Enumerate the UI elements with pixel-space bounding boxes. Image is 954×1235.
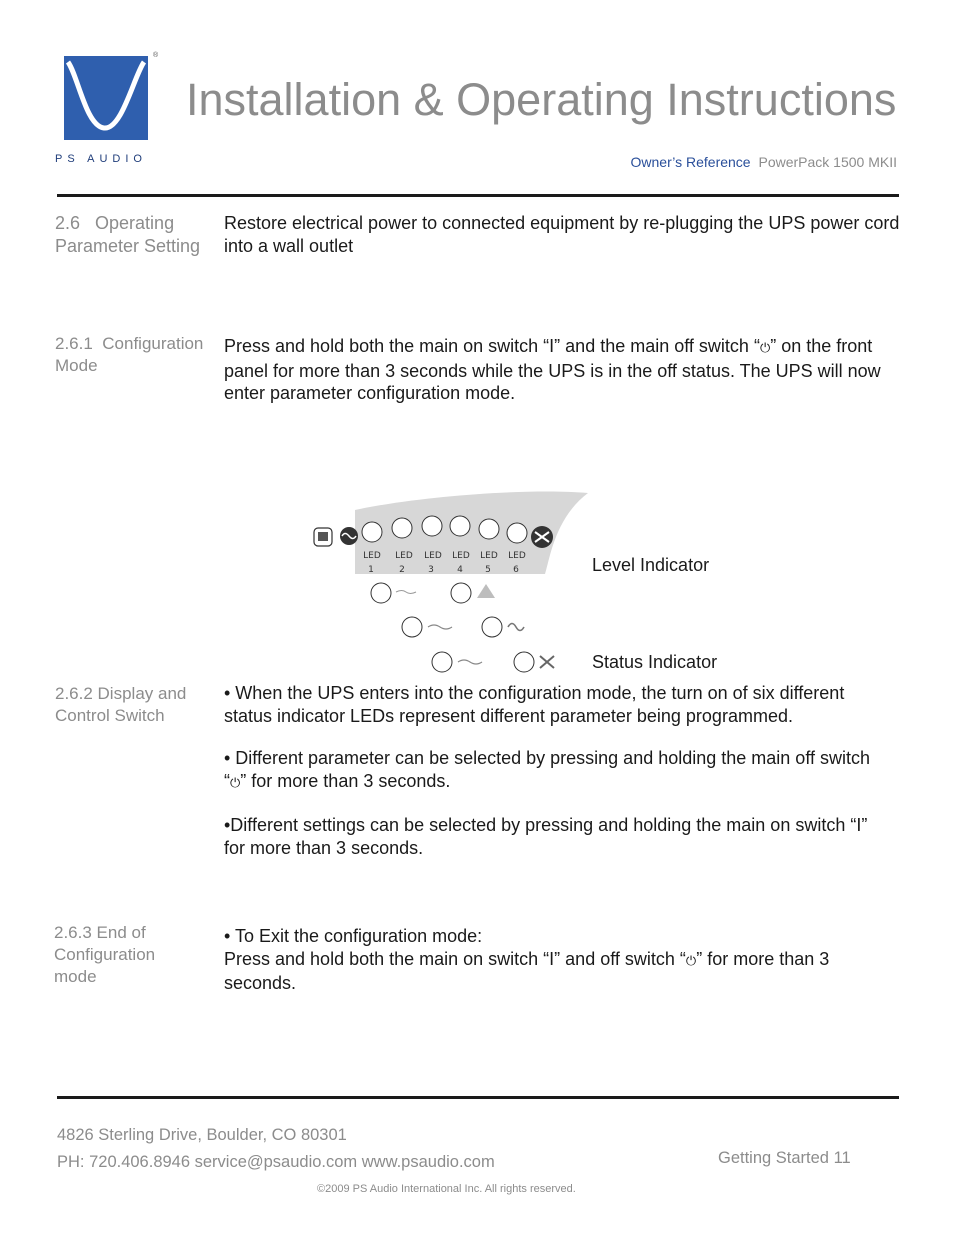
led-1-indicator — [362, 522, 382, 542]
heading-line: 2.6.3 End of — [54, 923, 146, 942]
paragraph — [224, 948, 892, 995]
led-1-word: LED — [363, 551, 381, 561]
panel-swoosh — [355, 492, 588, 574]
led-4-word: LED — [452, 551, 470, 561]
led-5-number: 5 — [485, 565, 491, 575]
status-led-b — [451, 583, 471, 603]
ac-wave-icon — [508, 624, 524, 631]
paragraph — [224, 335, 896, 405]
level-indicator-label: Level Indicator — [592, 555, 710, 575]
paragraph: • To Exit the configuration mode: — [224, 926, 483, 946]
svg-text:LED — [395, 551, 413, 561]
text-part: Press and hold both the main on switch “I” and off switch “ — [224, 948, 686, 969]
section-body-2-6-2 — [224, 682, 892, 859]
text-part: ” on the front panel for more than 3 seconds while the UPS is in the off status. The UPS will now enter parameter configuration mode. — [224, 336, 881, 403]
status-led-c — [402, 617, 422, 637]
led-4-indicator — [450, 516, 470, 536]
heading-line: mode — [54, 967, 97, 986]
svg-text:4 — [457, 565, 463, 575]
led-6-indicator — [507, 523, 527, 543]
fault-x-icon — [540, 656, 554, 668]
fan-icon — [531, 526, 553, 548]
led-3-word: LED — [424, 551, 442, 561]
battery-wave-icon — [458, 660, 482, 664]
heading-line: 2.6.2 Display and — [55, 684, 187, 703]
text-part: • Different parameter can be selected by pressing and holding the main off switch “ — [224, 748, 871, 791]
led-4-number: 4 — [457, 565, 463, 575]
svg-text:3 — [428, 565, 434, 575]
paragraph — [224, 747, 892, 794]
warning-triangle-icon — [477, 584, 495, 598]
led-5-word: LED — [480, 551, 498, 561]
paragraph: • When the UPS enters into the configuration mode, the turn on of six different status indicator LEDs represent different parameter being programmed. — [224, 683, 845, 726]
line-mode-icon — [314, 528, 332, 546]
svg-text:2 — [399, 565, 405, 575]
svg-text:1 — [368, 565, 374, 575]
svg-text:LED — [424, 551, 442, 561]
led-2-indicator — [392, 518, 412, 538]
section-heading-2-6-3 — [54, 922, 155, 988]
status-led-f — [514, 652, 534, 672]
svg-text:LED — [452, 551, 470, 561]
heading-line: Parameter Setting — [55, 236, 201, 256]
inverter-icon — [428, 625, 452, 629]
section-heading-2-6-2 — [55, 683, 186, 727]
footer-address: 4826 Sterling Drive, Boulder, CO 80301 — [57, 1126, 347, 1144]
power-icon: ⏻ — [759, 340, 771, 355]
heading-line: 2.6.1 Configuration — [55, 334, 204, 353]
led-3-number: 3 — [428, 565, 434, 575]
led-3-indicator — [422, 516, 442, 536]
heading-line: Control Switch — [55, 706, 165, 725]
svg-text:LED — [480, 551, 498, 561]
owner-reference — [631, 154, 898, 170]
led-1-number: 1 — [368, 565, 374, 575]
status-led-e — [432, 652, 452, 672]
status-led-a — [371, 583, 391, 603]
battery-mode-icon — [340, 527, 358, 545]
status-indicator-label: Status Indicator — [592, 652, 718, 672]
section-body-2-6 — [224, 212, 904, 257]
svg-text:LED — [363, 551, 381, 561]
led-2-number: 2 — [399, 565, 405, 575]
brand-name: PS AUDIO — [55, 153, 147, 165]
led-5-indicator — [479, 519, 499, 539]
led-6-word: LED — [508, 551, 526, 561]
text-part: Press and hold both the main on switch “I” and the main off switch “ — [224, 336, 760, 356]
section-heading-2-6-1 — [55, 333, 203, 377]
footer-rule — [57, 1096, 899, 1099]
bypass-icon — [396, 591, 416, 594]
svg-text:6 — [513, 565, 519, 575]
text-part: ” for more than 3 seconds. — [224, 948, 830, 993]
ps-audio-logo — [64, 56, 148, 140]
heading-line: 2.6 Operating — [55, 213, 175, 233]
header-rule — [57, 194, 899, 197]
svg-text:LED — [508, 551, 526, 561]
ref-product: PowerPack 1500 MKII — [758, 154, 897, 170]
text-part: ” for more than 3 seconds. — [240, 770, 451, 791]
section-body-2-6-3 — [224, 925, 892, 995]
paragraph: •Different settings can be selected by pressing and holding the main on switch “I” for more than 3 seconds. — [224, 815, 868, 858]
registered-mark: ® — [153, 52, 159, 59]
led-6-number: 6 — [513, 565, 519, 575]
status-led-d — [482, 617, 502, 637]
section-body-2-6-1 — [224, 335, 896, 405]
section-heading-2-6 — [55, 212, 200, 258]
svg-text:5 — [485, 565, 491, 575]
heading-line: Mode — [55, 356, 98, 375]
power-icon: ⏻ — [685, 952, 697, 968]
page-title: Installation & Operating Instructions — [186, 74, 897, 125]
power-icon: ⏻ — [230, 774, 241, 790]
copyright: ©2009 PS Audio International Inc. All rights reserved. — [317, 1183, 576, 1195]
paragraph: Restore electrical power to connected equipment by re-plugging the UPS power cord into a wall outlet — [224, 213, 900, 256]
ref-label: Owner’s Reference — [630, 154, 751, 170]
heading-line: Configuration — [54, 945, 156, 964]
footer-contact: PH: 720.406.8946 service@psaudio.com www.psaudio.com — [57, 1153, 495, 1171]
page-number: Getting Started 11 — [718, 1149, 851, 1167]
led-2-word: LED — [395, 551, 413, 561]
